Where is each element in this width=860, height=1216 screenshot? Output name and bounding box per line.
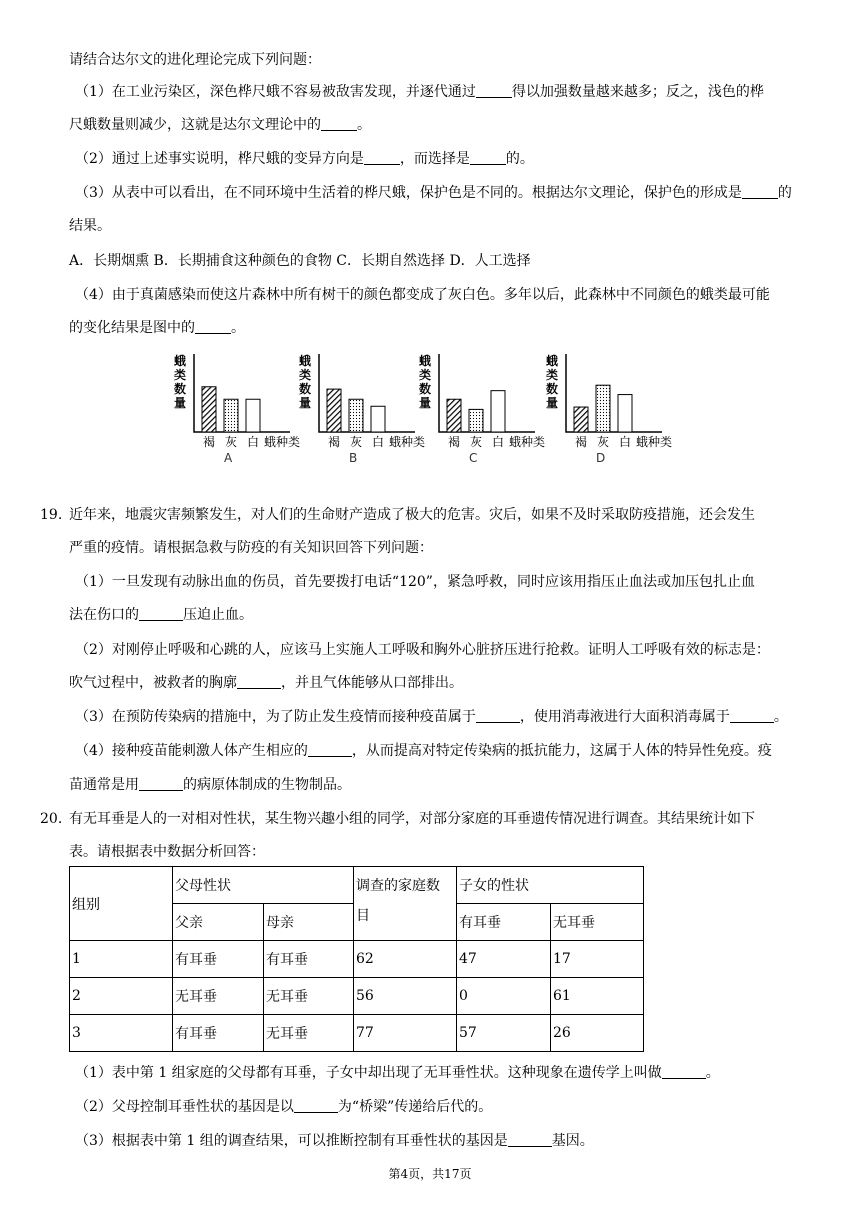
- table-cell: 26: [551, 1015, 644, 1052]
- answer-blank[interactable]: [308, 742, 352, 757]
- table-cell: 17: [551, 941, 644, 978]
- chart-xlabel: 蛾种类: [509, 435, 546, 449]
- x-tick-label: 褐: [448, 435, 461, 449]
- q19-part4-line2: 苗通常是用 的病原体制成的生物制品。: [69, 777, 351, 793]
- table-cell: 1: [70, 941, 173, 978]
- table-row: [70, 978, 644, 1015]
- header-families: 调查的家庭数 目: [354, 867, 457, 941]
- q19-number: 19.: [40, 507, 63, 523]
- answer-blank[interactable]: [195, 319, 231, 334]
- bar-1: [224, 399, 238, 432]
- x-tick-label: 灰: [225, 435, 238, 449]
- bar-2: [371, 406, 385, 432]
- q18-part4-line1: （4）由于真菌感染而使这片森林中所有树干的颜色都变成了灰白色。多年以后，此森林中不同颜色的蛾类最可能: [75, 287, 770, 303]
- answer-blank[interactable]: [476, 83, 512, 98]
- table-cell: 有耳垂: [264, 941, 354, 978]
- table-cell: 2: [70, 978, 173, 1015]
- q18-part3-line1: （3）从表中可以看出，在不同环境中生活着的桦尺蛾，保护色是不同的。根据达尔文理论，保护色的形成是 的: [75, 185, 792, 201]
- chart-caption: D: [596, 451, 606, 465]
- q19-part2-line1: （2）对刚停止呼吸和心跳的人，应该马上实施人工呼吸和胸外心脏挤压进行抢救。证明人工呼吸有效的标志是：: [75, 642, 770, 658]
- answer-blank[interactable]: [470, 150, 506, 165]
- x-tick-label: 褐: [328, 435, 341, 449]
- page-footer: 第4页，共17页: [388, 1167, 472, 1181]
- q18-part4-line2: 的变化结果是图中的 。: [69, 320, 245, 336]
- table-row: [70, 941, 644, 978]
- q20-part2: （2）父母控制耳垂性状的基因是以 为“桥梁”传递给后代的。: [75, 1099, 493, 1115]
- bar-0: [574, 407, 588, 432]
- bar-0: [202, 387, 216, 432]
- q20-number: 20.: [40, 811, 63, 827]
- answer-blank[interactable]: [139, 606, 183, 621]
- table-cell: 61: [551, 978, 644, 1015]
- chart-plot: [170, 348, 300, 468]
- answer-blank[interactable]: [662, 1064, 706, 1079]
- q19-part2-line2: 吹气过程中，被救者的胸廓 ，并且气体能够从口部排出。: [69, 675, 463, 691]
- bar-1: [349, 399, 363, 432]
- table-cell: 3: [70, 1015, 173, 1052]
- intro-text: 请结合达尔文的进化理论完成下列问题：: [69, 52, 321, 68]
- q19-part1-line1: （1）一旦发现有动脉出血的伤员，首先要拨打电话“120”，紧急呼救，同时应该用指压止血法或加压包扎止血: [75, 574, 755, 590]
- chart-b: [295, 348, 425, 468]
- answer-blank[interactable]: [364, 150, 400, 165]
- table-cell: 56: [354, 978, 457, 1015]
- chart-xlabel: 蛾种类: [389, 435, 426, 449]
- table-cell: 有耳垂: [173, 1015, 264, 1052]
- table-cell: 0: [457, 978, 551, 1015]
- header-with-earlobe: 有耳垂: [457, 904, 551, 941]
- q19-stem-line1: 近年来，地震灾害频繁发生，对人们的生命财产造成了极大的危害。灾后，如果不及时采取防疫措施，还会发生: [69, 507, 755, 523]
- chart-caption: A: [224, 451, 233, 465]
- bar-1: [596, 385, 610, 432]
- chart-caption: B: [349, 451, 358, 465]
- x-tick-label: 灰: [597, 435, 610, 449]
- q20-part1: （1）表中第 1 组家庭的父母都有耳垂，子女中却出现了无耳垂性状。这种现象在遗传学上叫做 。: [75, 1065, 720, 1081]
- chart-plot: [295, 348, 425, 468]
- table-row: [70, 1015, 644, 1052]
- header-group: 组别: [70, 867, 173, 941]
- q19-part4-line1: （4）接种疫苗能刺激人体产生相应的 ，从而提高对特定传染病的抵抗能力，这属于人体的特异性免疫。疫: [75, 743, 772, 759]
- answer-blank[interactable]: [476, 708, 520, 723]
- chart-xlabel: 蛾种类: [636, 435, 673, 449]
- header-without-earlobe: 无耳垂: [551, 904, 644, 941]
- answer-blank[interactable]: [508, 1132, 552, 1147]
- header-children: 子女的性状: [457, 867, 644, 904]
- x-tick-label: 灰: [350, 435, 363, 449]
- x-tick-label: 白: [372, 435, 385, 449]
- chart-xlabel: 蛾种类: [264, 435, 301, 449]
- chart-plot: [542, 348, 672, 468]
- table-cell: 有耳垂: [173, 941, 264, 978]
- bar-2: [618, 395, 632, 432]
- answer-blank[interactable]: [237, 674, 281, 689]
- moth-bar-charts: [170, 348, 690, 468]
- table-cell: 无耳垂: [264, 1015, 354, 1052]
- q18-part2: （2）通过上述事实说明，桦尺蛾的变异方向是 ，而选择是 的。: [75, 151, 534, 167]
- answer-blank[interactable]: [321, 116, 357, 131]
- chart-d: [542, 348, 672, 468]
- chart-caption: C: [469, 451, 478, 465]
- q20-part3: （3）根据表中第 1 组的调查结果，可以推断控制有耳垂性状的基因是 基因。: [75, 1133, 594, 1149]
- x-tick-label: 白: [247, 435, 260, 449]
- answer-blank[interactable]: [294, 1098, 338, 1113]
- answer-blank[interactable]: [742, 184, 778, 199]
- chart-a: [170, 348, 300, 468]
- chart-plot: [415, 348, 545, 468]
- q20-stem-line1: 有无耳垂是人的一对相对性状，某生物兴趣小组的同学，对部分家庭的耳垂遗传情况进行调查。其结果统计如下: [69, 811, 755, 827]
- x-tick-label: 灰: [470, 435, 483, 449]
- chart-ylabel: 蛾类数量: [546, 354, 559, 410]
- table-cell: 无耳垂: [264, 978, 354, 1015]
- table-cell: 77: [354, 1015, 457, 1052]
- table-cell: 57: [457, 1015, 551, 1052]
- header-parents: 父母性状: [173, 867, 354, 904]
- header-father: 父亲: [173, 904, 264, 941]
- table-cell: 无耳垂: [173, 978, 264, 1015]
- header-mother: 母亲: [264, 904, 354, 941]
- bar-2: [246, 399, 260, 432]
- table-cell: 47: [457, 941, 551, 978]
- q18-options: A．长期烟熏 B．长期捕食这种颜色的食物 C．长期自然选择 D．人工选择: [69, 253, 531, 269]
- q20-stem-line2: 表。请根据表中数据分析回答：: [69, 844, 265, 860]
- chart-ylabel: 蛾类数量: [299, 354, 312, 410]
- q19-part3: （3）在预防传染病的措施中，为了防止发生疫情而接种疫苗属于 ，使用消毒液进行大面积消毒属于 。: [75, 709, 788, 725]
- answer-blank[interactable]: [139, 776, 183, 791]
- bar-2: [491, 391, 505, 432]
- x-tick-label: 褐: [203, 435, 216, 449]
- answer-blank[interactable]: [730, 708, 774, 723]
- chart-ylabel: 蛾类数量: [174, 354, 187, 410]
- x-tick-label: 白: [492, 435, 505, 449]
- bar-1: [469, 409, 483, 432]
- earlobe-survey-table: [69, 866, 644, 1052]
- bar-0: [447, 399, 461, 432]
- q18-part1-line1: （1）在工业污染区，深色桦尺蛾不容易被敌害发现，并逐代通过 得以加强数量越来越多；反之，浅色的桦: [75, 84, 764, 100]
- x-tick-label: 褐: [575, 435, 588, 449]
- chart-ylabel: 蛾类数量: [419, 354, 432, 410]
- q19-part1-line2: 法在伤口的 压迫止血。: [69, 607, 253, 623]
- table-cell: 62: [354, 941, 457, 978]
- bar-0: [327, 389, 341, 432]
- x-tick-label: 白: [619, 435, 632, 449]
- chart-c: [415, 348, 545, 468]
- q18-part1-line2: 尺蛾数量则减少，这就是达尔文理论中的 。: [69, 117, 371, 133]
- q19-stem-line2: 严重的疫情。请根据急救与防疫的有关知识回答下列问题：: [69, 540, 433, 556]
- q18-part3-line2: 结果。: [69, 218, 111, 234]
